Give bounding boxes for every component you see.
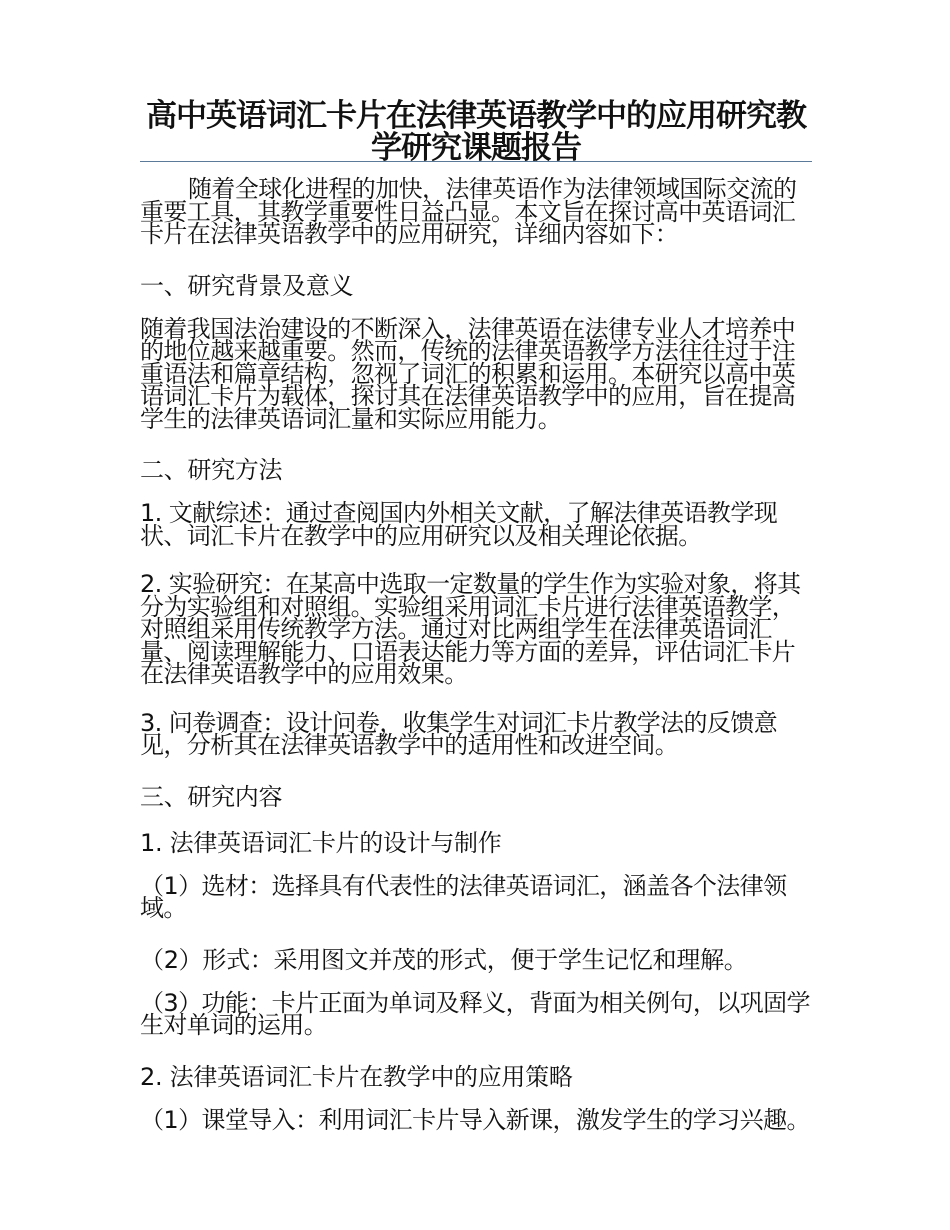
title-underline: [140, 161, 812, 162]
background-paragraph: 随着我国法治建设的不断深入，法律英语在法律专业人才培养中的地位越来越重要。然而，传统的法律英语教学方法往往过于注重语法和篇章结构，忽视了词汇的积累和运用。本研究以高中英语词汇卡片为载体，探讨其在法律英语教学中的应用，旨在提高学生的法律英语词汇量和实际应用能力。: [140, 314, 796, 433]
method-item-survey: 3. 问卷调查：设计问卷，收集学生对词汇卡片教学法的反馈意见，分析其在法律英语教学中的适用性和改进空间。: [140, 708, 778, 759]
section-heading-methods: 二、研究方法: [140, 456, 283, 484]
content-subheading-strategy: 2. 法律英语词汇卡片在教学中的应用策略: [140, 1062, 573, 1091]
design-item-selection: （1）选材：选择具有代表性的法律英语词汇，涵盖各个法律领域。: [140, 871, 787, 922]
document-title: 高中英语词汇卡片在法律英语教学中的应用研究教学研究课题报告: [146, 98, 806, 166]
content-subheading-design: 1. 法律英语词汇卡片的设计与制作: [140, 828, 502, 857]
method-item-experiment: 2. 实验研究：在某高中选取一定数量的学生作为实验对象，将其分为实验组和对照组。实验组采用词汇卡片进行法律英语教学，对照组采用传统教学方法。通过对比两组学生在法律英语词汇量、阅读理解能力、口语表达能力等方面的差异，评估词汇卡片在法律英语教学中的应用效果。: [140, 570, 801, 688]
design-item-function: （3）功能：卡片正面为单词及释义，背面为相关例句，以巩固学生对单词的运用。: [140, 988, 810, 1039]
method-item-literature: 1. 文献综述：通过查阅国内外相关文献，了解法律英语教学现状、词汇卡片在教学中的应用研究以及相关理论依据。: [140, 499, 778, 550]
strategy-item-intro: （1）课堂导入：利用词汇卡片导入新课，激发学生的学习兴趣。: [140, 1105, 810, 1134]
intro-paragraph: 随着全球化进程的加快，法律英语作为法律领域国际交流的重要工具，其教学重要性日益凸显。本文旨在探讨高中英语词汇卡片在法律英语教学中的应用研究，详细内容如下：: [140, 175, 797, 248]
section-heading-content: 三、研究内容: [140, 782, 283, 811]
section-heading-background: 一、研究背景及意义: [140, 271, 354, 300]
design-item-form: （2）形式：采用图文并茂的形式，便于学生记忆和理解。: [140, 945, 748, 974]
document-body: [140, 175, 812, 1143]
